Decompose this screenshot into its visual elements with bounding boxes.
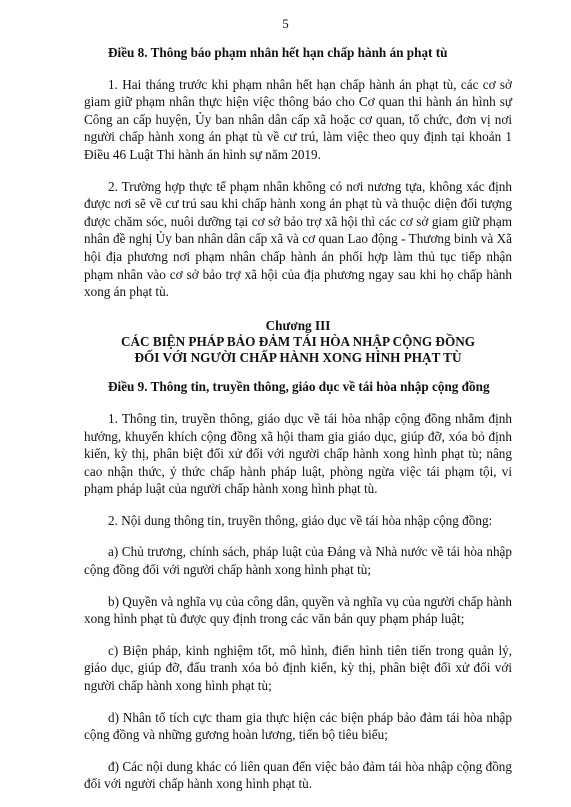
chapter-title-line-2: ĐỐI VỚI NGƯỜI CHẤP HÀNH XONG HÌNH PHẠT TÙ bbox=[134, 349, 462, 365]
article-8-clause-2: 2. Trường hợp thực tế phạm nhân không có nơi nương tựa, không xác định được nơi sẽ về cư trú sau khi chấp hành xong án phạt tù và thuộc diện đối tượng được chăm sóc, nuôi dưỡng tại cơ sở bảo trợ xã hội thì các cơ sở giam giữ phạm nhân đề nghị Ủy ban nhân dân cấp xã và cơ quan Lao động - Thương binh và Xã hội địa phương nơi phạm nhân chấp hành án phối hợp làm thủ tục tiếp nhận phạm nhân vào cơ sở bảo trợ xã hội của địa phương ngay sau khi họ chấp hành xong án phạt tù. bbox=[84, 178, 512, 300]
chapter-label: Chương III bbox=[265, 317, 331, 333]
article-8-heading: Điều 8. Thông báo phạm nhân hết hạn chấp hành án phạt tù bbox=[108, 45, 448, 60]
page-number: 5 bbox=[282, 16, 289, 31]
document-body bbox=[84, 44, 512, 807]
article-9-heading: Điều 9. Thông tin, truyền thông, giáo dục về tái hòa nhập cộng đồng bbox=[108, 379, 490, 395]
article-9-point-a: a) Chủ trương, chính sách, pháp luật của Đảng và Nhà nước về tái hòa nhập cộng đồng đối với người chấp hành xong hình phạt tù; bbox=[84, 544, 512, 578]
article-9-clause-2: 2. Nội dung thông tin, truyền thông, giáo dục về tái hòa nhập cộng đồng: bbox=[108, 512, 493, 528]
article-9-point-b: b) Quyền và nghĩa vụ của công dân, quyền và nghĩa vụ của người chấp hành xong hình phạt tù được quy định trong các văn bản quy phạm pháp luật; bbox=[84, 593, 512, 627]
article-9-clause-1: 1. Thông tin, truyền thông, giáo dục về tái hòa nhập cộng đồng nhằm định hướng, khuyến khích cộng đồng xã hội tham gia giáo dục, giúp đỡ, xóa bỏ định kiến, kỳ thị, phân biệt đối xử đối với người chấp hành xong hình phạt tù; nâng cao nhận thức, ý thức chấp hành pháp luật, phòng ngừa việc tái phạm tội, vi phạm pháp luật của người chấp hành xong hình phạt tù. bbox=[84, 410, 512, 497]
chapter-title-line-1: CÁC BIỆN PHÁP BẢO ĐẢM TÁI HÒA NHẬP CỘNG ĐỒNG bbox=[120, 334, 475, 350]
chapter-title bbox=[84, 334, 512, 365]
article-9-point-d: d) Nhân tố tích cực tham gia thực hiện các biện pháp bảo đảm tái hòa nhập cộng đồng và những gương hoàn lương, tiến bộ tiêu biểu; bbox=[84, 709, 512, 743]
article-9-point-dd: đ) Các nội dung khác có liên quan đến việc bảo đảm tái hòa nhập cộng đồng đối với người chấp hành xong hình phạt tù. bbox=[84, 758, 512, 792]
article-8-clause-1: 1. Hai tháng trước khi phạm nhân hết hạn chấp hành án phạt tù, các cơ sở giam giữ phạm nhân thực hiện việc thông báo cho Cơ quan thi hành án hình sự Công an cấp huyện, Ủy ban nhân dân cấp xã hoặc cơ quan, tổ chức, đơn vị nơi người chấp hành xong án phạt tù về cư trú, làm việc theo quy định tại khoản 1 Điều 46 Luật Thi hành án hình sự năm 2019. bbox=[84, 76, 512, 162]
article-9-point-c: c) Biện pháp, kinh nghiệm tốt, mô hình, điển hình tiên tiến trong quản lý, giáo dục, giúp đỡ, đấu tranh xóa bỏ định kiến, kỳ thị, phân biệt đối xử đối với người chấp hành xong hình phạt tù; bbox=[84, 642, 512, 694]
